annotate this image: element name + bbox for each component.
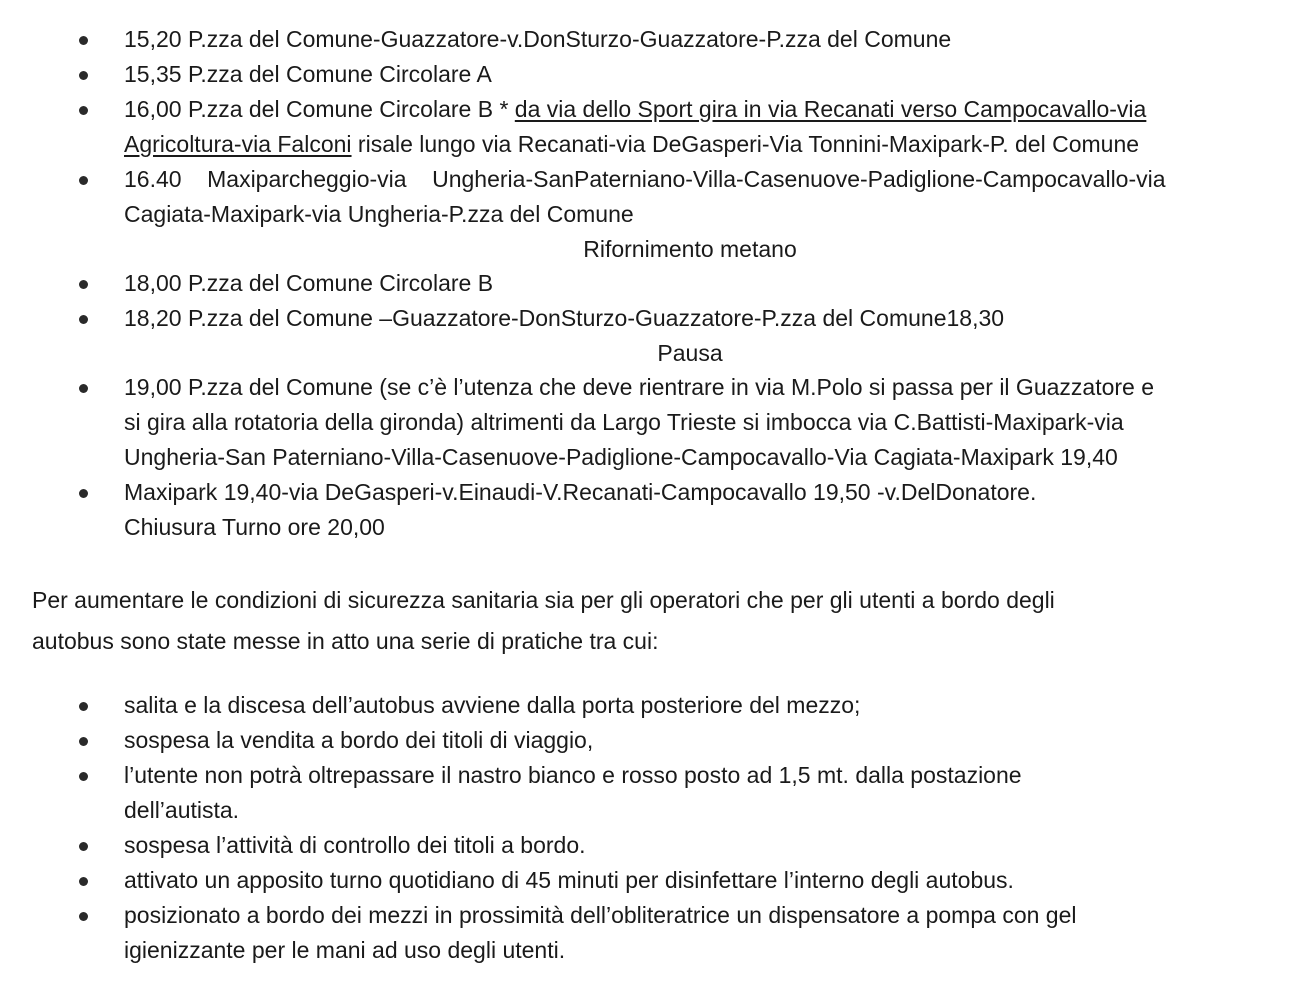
schedule-item-line [124,127,1258,162]
measure-item [0,898,1290,968]
schedule-item-line: si gira alla rotatoria della gironda) altrimenti da Largo Trieste si imbocca via C.Battisti-Maxipark-via [124,409,1124,435]
measures-list [0,688,1290,968]
schedule-item-text: 15,20 P.zza del Comune-Guazzatore-v.DonSturzo-Guazzatore-P.zza del Comune [124,26,952,52]
bullet-icon [79,36,88,45]
measure-item-text: attivato un apposito turno quotidiano di 45 minuti per disinfettare l’interno degli autobus. [124,867,1014,893]
schedule-item [0,162,1290,232]
schedule-list [0,22,1290,545]
schedule-item [0,92,1290,162]
schedule-item [0,475,1290,545]
schedule-item-line [124,92,1258,127]
schedule-item [0,57,1290,92]
bullet-icon [79,912,88,921]
paragraph-line: autobus sono state messe in atto una serie di pratiche tra cui: [32,628,659,654]
schedule-item [0,301,1290,336]
paragraph-line: Per aumentare le condizioni di sicurezza sanitaria sia per gli operatori che per gli utenti a bordo degli [32,587,1055,613]
schedule-item-line: Chiusura Turno ore 20,00 [124,514,385,540]
bullet-icon [79,315,88,324]
schedule-item-prefix: 16,00 P.zza del Comune Circolare B * [124,96,515,122]
bullet-icon [79,489,88,498]
bullet-icon [79,280,88,289]
measure-item-line: l’utente non potrà oltrepassare il nastro bianco e rosso posto ad 1,5 mt. dalla postazione [124,762,1022,788]
measure-item-line: igienizzante per le mani ad uso degli utenti. [124,937,566,963]
schedule-item [0,22,1290,57]
measure-item-line: posizionato a bordo dei mezzi in prossimità dell’obliteratrice un dispensatore a pompa con gel [124,902,1077,928]
bullet-icon [79,106,88,115]
schedule-item-line: Ungheria-San Paterniano-Villa-Casenuove-Padiglione-Campocavallo-Via Cagiata-Maxipark 19,40 [124,444,1118,470]
schedule-item-text: 18,20 P.zza del Comune –Guazzatore-DonSturzo-Guazzatore-P.zza del Comune18,30 [124,305,1005,331]
bullet-icon [79,384,88,393]
schedule-item-line: 19,00 P.zza del Comune (se c’è l’utenza che deve rientrare in via M.Polo si passa per il Guazzatore e [124,374,1155,400]
schedule-item-line: Cagiata-Maxipark-via Ungheria-P.zza del Comune [124,201,634,227]
schedule-item [0,266,1290,301]
measure-item [0,828,1290,863]
bullet-icon [79,176,88,185]
measure-item-text: sospesa la vendita a bordo dei titoli di viaggio, [124,727,594,753]
bullet-icon [79,737,88,746]
measure-item [0,758,1290,828]
bullet-icon [79,877,88,886]
measure-item [0,723,1290,758]
measure-item [0,863,1290,898]
schedule-note: Pausa [657,340,723,366]
bullet-icon [79,702,88,711]
underlined-route-text: Agricoltura-via Falconi [124,131,352,157]
intro-paragraph [32,580,1262,662]
measure-item-text: salita e la discesa dell’autobus avviene dalla porta posteriore del mezzo; [124,692,861,718]
bullet-icon [79,842,88,851]
bullet-icon [79,772,88,781]
schedule-item [0,370,1290,475]
schedule-item-suffix: risale lungo via Recanati-via DeGasperi-Via Tonnini-Maxipark-P. del Comune [351,131,1140,157]
underlined-route-text: da via dello Sport gira in via Recanati verso Campocavallo-via [514,96,1147,122]
schedule-item-text: 15,35 P.zza del Comune Circolare A [124,61,492,87]
schedule-item-line: Maxipark 19,40-via DeGasperi-v.Einaudi-V.Recanati-Campocavallo 19,50 -v.DelDonatore. [124,479,1037,505]
measure-item [0,688,1290,723]
schedule-note: Rifornimento metano [583,236,797,262]
schedule-item-line: 16.40 Maxiparcheggio-via Ungheria-SanPaterniano-Villa-Casenuove-Padiglione-Campocavallo-via [124,166,1166,192]
bullet-icon [79,71,88,80]
measure-item-line: dell’autista. [124,797,240,823]
schedule-item-text: 18,00 P.zza del Comune Circolare B [124,270,494,296]
measure-item-text: sospesa l’attività di controllo dei titoli a bordo. [124,832,586,858]
